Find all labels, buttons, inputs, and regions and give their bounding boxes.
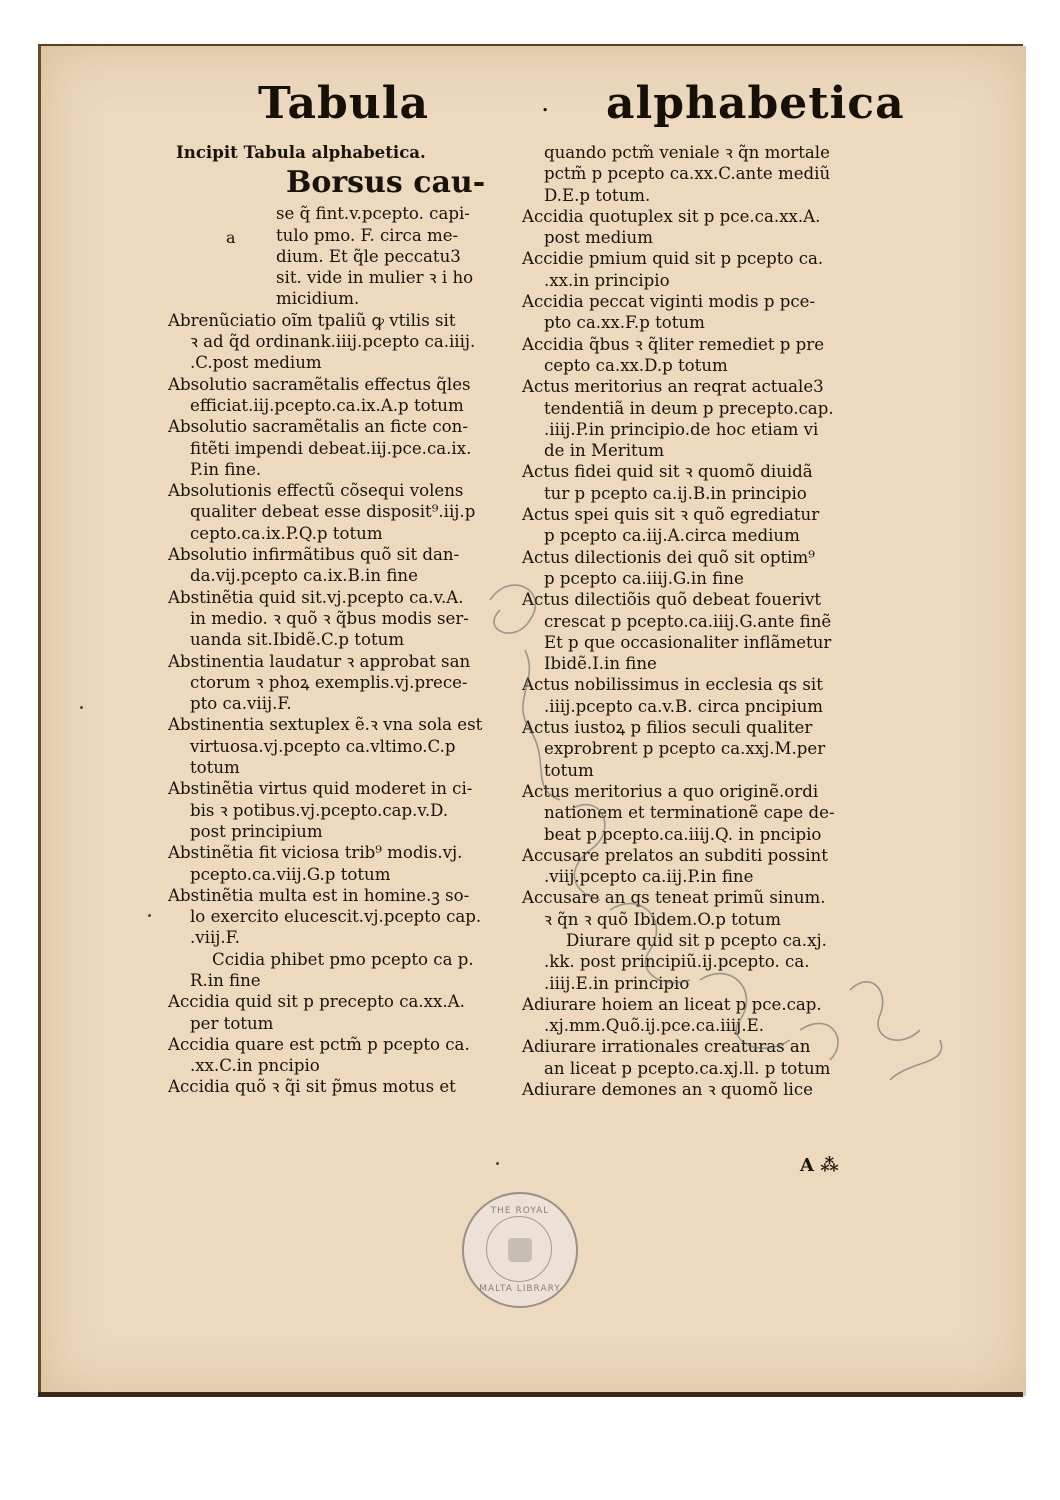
entry-line: Accidia quid sit p precepto ca.xx.A. [168, 992, 465, 1012]
text-line: efficiat.iij.pcepto.ca.ix.A.p totum [190, 395, 464, 415]
text-line: in medio. ꝛ quõ ꝛ q̃bus modis ser- [190, 608, 469, 628]
text-line: qualiter debeat esse disposit⁹.iij.p [190, 502, 476, 522]
entry-line: Actus meritorius a quo originẽ.ordi [522, 781, 819, 801]
entry-line: Actus dilectionis dei quõ sit optim⁹ [522, 547, 815, 567]
text-line: .iiij.E.in principio [544, 973, 690, 993]
right-column [522, 142, 867, 1100]
entry-line: Absolutio infirmãtibus quõ sit dan- [168, 545, 460, 565]
text-line: .iiij.pcepto ca.v.B. circa pncipium [544, 696, 824, 716]
text-line: pto ca.viij.F. [190, 694, 292, 714]
text-line: D.E.p totum. [544, 185, 651, 205]
text-line: p pcepto ca.iiij.G.in fine [544, 568, 744, 588]
initial-heading: Borsus cau- [286, 165, 486, 201]
entry-line: Adiurare hoiem an liceat p pce.cap. [522, 994, 822, 1014]
running-head-left: Tabula [258, 78, 430, 129]
entry-line: Actus dilectiõis quõ debeat fouerivt [522, 590, 822, 610]
signature-mark: a [226, 228, 236, 247]
running-head-right: alphabetica [606, 78, 905, 129]
entry-line: Actus meritorius an reqrat actuale3 [522, 377, 824, 397]
text-line: cepto.ca.ix.P.Q.p totum [190, 523, 383, 543]
text-line: pto ca.xx.F.p totum [544, 313, 705, 333]
text-line: tur p pcepto ca.ij.B.in principio [544, 483, 807, 503]
text-line: post principium [190, 821, 323, 841]
text-line: ꝛ ad q̃d ordinank.iiij.pcepto ca.iiij. [190, 332, 476, 352]
crest-icon [508, 1238, 532, 1262]
text-line: tendentiã in deum p precepto.cap. [544, 398, 834, 418]
entry-line: Accidia quotuplex sit p pce.ca.xx.A. [522, 206, 821, 226]
text-line: Ibidẽ.I.in fine [544, 654, 657, 674]
text-line: totum [190, 758, 240, 778]
entry-line: Adiurare irrationales creaturas an [522, 1037, 811, 1057]
text-line: crescat p pcepto.ca.iiij.G.ante finẽ [544, 611, 832, 631]
entry-line: Abstinẽtia quid sit.vj.pcepto ca.v.A. [168, 587, 464, 607]
text-line: ctorum ꝛ phoꝝ exemplis.vj.prece- [190, 672, 468, 692]
text-line: virtuosa.vj.pcepto ca.vltimo.C.p [190, 736, 456, 756]
entry-line: Actus spei quis sit ꝛ quõ egrediatur [522, 505, 820, 525]
text-line: beat p pcepto.ca.iiij.Q. in pncipio [544, 824, 822, 844]
text-line: an liceat p pcepto.ca.xj.ll. p totum [544, 1058, 831, 1078]
text-line: lo exercito elucescit.vj.pcepto cap. [190, 907, 482, 927]
entry-line: Accidia q̃bus ꝛ q̃liter remediet p pre [522, 334, 825, 354]
text-line: ꝛ q̃n ꝛ quõ Ibidem.O.p totum [544, 909, 781, 929]
entry-line: Accidia peccat viginti modis p pce- [522, 292, 816, 312]
entry-line: Actus iustoꝝ p filios seculi qualiter [522, 718, 813, 738]
text-line: cepto ca.xx.D.p totum [544, 355, 728, 375]
incipit-line: Incipit Tabula alphabetica. [176, 142, 426, 162]
entry-line: Accidia quare est pctm̃ p pcepto ca. [168, 1034, 470, 1054]
stamp-text-top: THE ROYAL [490, 1206, 550, 1216]
text-line: .viij.F. [190, 928, 240, 948]
text-line: exprobrent p pcepto ca.xxj.M.per [544, 739, 826, 759]
text-line: p pcepto ca.iij.A.circa medium [544, 526, 800, 546]
entry-line: Abstinentia laudatur ꝛ approbat san [168, 651, 471, 671]
entry-line: Accidie pmium quid sit p pcepto ca. [522, 249, 824, 269]
entry-line: Absolutionis effectũ cõsequi volens [168, 481, 464, 501]
entry-line: Abstinẽtia fit viciosa trib⁹ modis.vj. [168, 843, 463, 863]
text-line: da.vij.pcepto ca.ix.B.in fine [190, 566, 418, 586]
entry-line: Accusare an qs teneat primũ sinum. [522, 888, 826, 908]
entry-line: Absolutio sacramẽtalis effectus q̃les [168, 374, 471, 394]
entry-line: Abstinẽtia multa est in homine.ꝫ so- [168, 885, 470, 905]
text-line: nationem et terminationẽ cape de- [544, 803, 835, 823]
text-line: bis ꝛ potibus.vj.pcepto.cap.v.D. [190, 800, 449, 820]
entry-line: Actus fidei quid sit ꝛ quomõ diuidã [522, 462, 813, 482]
text-line: post medium [544, 228, 653, 248]
text-line: .xj.mm.Quõ.ij.pce.ca.iiij.E. [544, 1016, 764, 1036]
paper-speck [496, 1162, 499, 1165]
text-line: se q̃ fint.v.pcepto. capi- [276, 204, 470, 224]
entry-line: Accidia quõ ꝛ q̃i sit p̃mus motus et [168, 1077, 456, 1097]
entry-line: Abrenũciatio oĩm tpaliũ ꝙ vtilis sit [168, 310, 456, 330]
text-line: per totum [190, 1013, 274, 1033]
entry-line: Actus nobilissimus in ecclesia qs sit [522, 675, 823, 695]
text-line: dium. Et q̃le peccatu3 [276, 246, 461, 266]
text-line: fitẽti impendi debeat.iij.pce.ca.ix. [190, 438, 472, 458]
text-line: pctm̃ p pcepto ca.xx.C.ante mediũ [544, 164, 831, 184]
entry-line: Abstinentia sextuplex ẽ.ꝛ vna sola est [168, 715, 483, 735]
entry-line: Accusare prelatos an subditi possint [522, 845, 828, 865]
text-line: micidium. [276, 289, 360, 309]
text-line: P.in fine. [190, 459, 262, 479]
left-column [168, 142, 508, 1098]
entry-line: Adiurare demones an ꝛ quomõ lice [522, 1080, 813, 1100]
text-line: tulo pmo. F. circa me- [276, 225, 459, 245]
running-head-separator: . [542, 95, 549, 116]
stamp-text-bottom: MALTA LIBRARY [479, 1284, 561, 1294]
text-line: uanda sit.Ibidẽ.C.p totum [190, 630, 405, 650]
text-line: .C.post medium [190, 353, 322, 373]
catchword-mark: A ⁂ [800, 1155, 839, 1176]
section-initial-line: Diurare quid sit p pcepto ca.xj. [566, 930, 827, 950]
text-line: sit. vide in mulier ꝛ i ho [276, 268, 474, 288]
paper-speck [80, 706, 83, 709]
paper-speck [148, 914, 151, 917]
page-bottom-edge [38, 1392, 1023, 1397]
text-line: quando pctm̃ veniale ꝛ q̃n mortale [544, 143, 830, 162]
library-stamp [462, 1192, 578, 1308]
entry-line: Absolutio sacramẽtalis an ficte con- [168, 417, 468, 437]
text-line: totum [544, 760, 594, 780]
section-initial-line: Ccidia phibet pmo pcepto ca p. [212, 949, 474, 969]
text-line: .xx.in principio [544, 270, 670, 290]
text-line: .viij.pcepto ca.iij.P.in fine [544, 867, 754, 887]
text-line: pcepto.ca.viij.G.p totum [190, 864, 391, 884]
text-line: R.in fine [190, 970, 261, 990]
text-line: de in Meritum [544, 441, 665, 461]
text-line: .iiij.P.in principio.de hoc etiam vi [544, 419, 819, 439]
text-line: .kk. post principiũ.ij.pcepto. ca. [544, 952, 810, 972]
text-line: Et p que occasionaliter inflãmetur [544, 632, 832, 652]
entry-line: Abstinẽtia virtus quid moderet in ci- [168, 779, 473, 799]
text-line: .xx.C.in pncipio [190, 1056, 320, 1076]
